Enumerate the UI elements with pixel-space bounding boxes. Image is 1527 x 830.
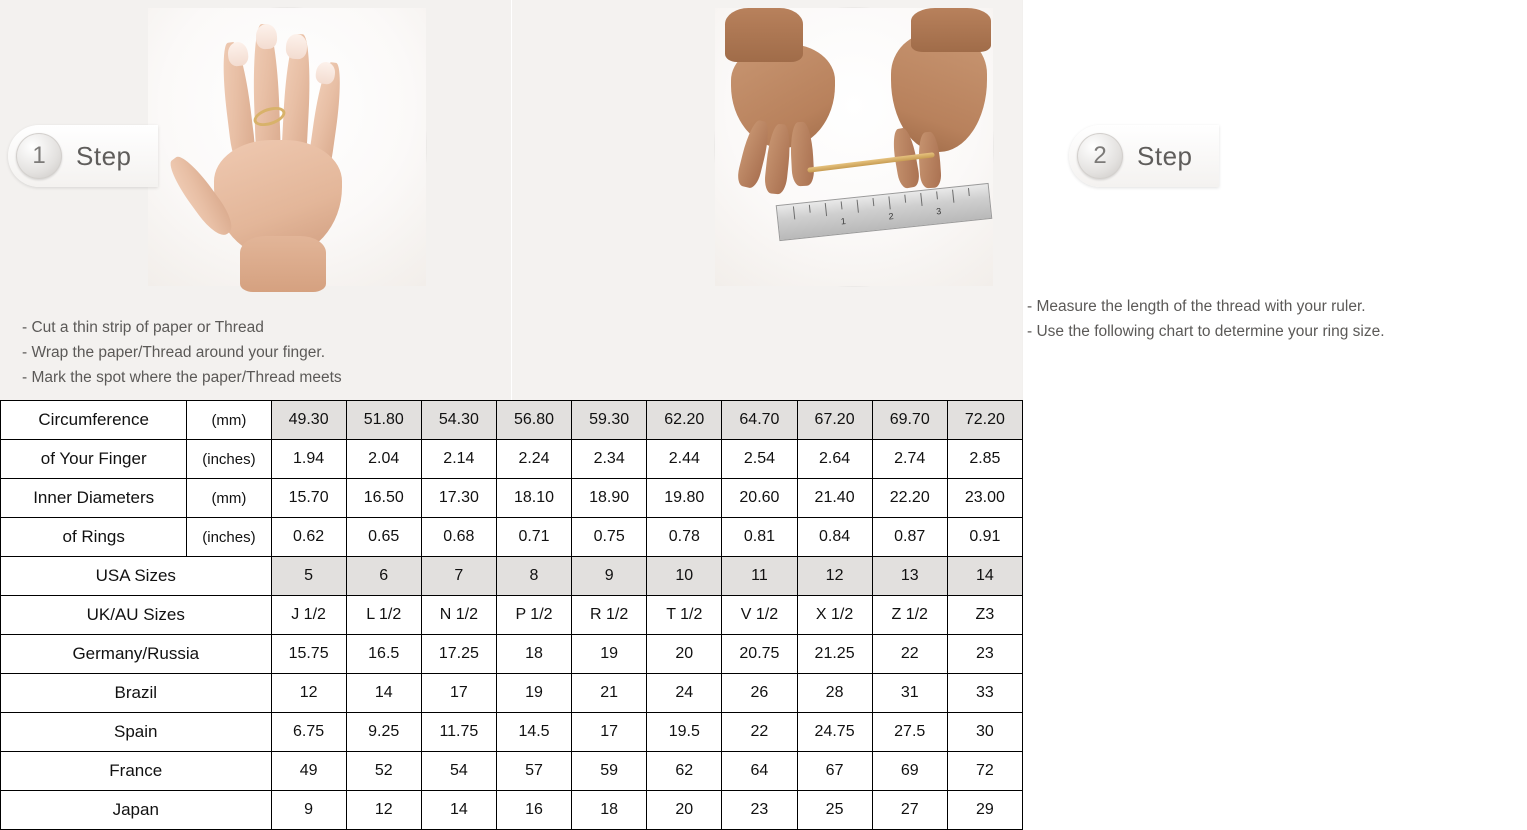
cell: 69.70	[872, 401, 947, 440]
cell: 72	[947, 752, 1022, 791]
step-2-badge	[1069, 125, 1219, 187]
step-2-number: 2	[1077, 133, 1123, 179]
step-1-instructions	[22, 315, 492, 390]
cell: 14.5	[496, 713, 571, 752]
cell: 0.65	[346, 518, 421, 557]
cell: X 1/2	[797, 596, 872, 635]
cell: 17.25	[421, 635, 496, 674]
cell: 29	[947, 791, 1022, 830]
cell: 0.71	[496, 518, 571, 557]
cell: 14	[346, 674, 421, 713]
table-row	[1, 791, 1023, 830]
cell: 25	[797, 791, 872, 830]
cell: 51.80	[346, 401, 421, 440]
cell: 27.5	[872, 713, 947, 752]
cell: 12	[271, 674, 346, 713]
row-label-circumference-2: of Your Finger	[1, 440, 187, 479]
cell: 26	[722, 674, 797, 713]
cell: 14	[947, 557, 1022, 596]
cell: 11.75	[421, 713, 496, 752]
cell: 19.80	[647, 479, 722, 518]
cell: 54	[421, 752, 496, 791]
unit-inches: (inches)	[187, 440, 271, 479]
cell: 17.30	[421, 479, 496, 518]
ruler-number: 2	[887, 211, 895, 222]
cell: 0.78	[647, 518, 722, 557]
cell: 10	[647, 557, 722, 596]
cell: 0.87	[872, 518, 947, 557]
cell: T 1/2	[647, 596, 722, 635]
cell: 8	[496, 557, 571, 596]
cell: 24.75	[797, 713, 872, 752]
cell: 2.24	[496, 440, 571, 479]
cell: 67	[797, 752, 872, 791]
table-row	[1, 557, 1023, 596]
cell: 57	[496, 752, 571, 791]
cell: 0.81	[722, 518, 797, 557]
cell: 20.75	[722, 635, 797, 674]
cell: 16	[496, 791, 571, 830]
cell: 2.64	[797, 440, 872, 479]
cell: L 1/2	[346, 596, 421, 635]
cell: 20	[647, 635, 722, 674]
cell: 2.34	[572, 440, 647, 479]
step-2-label: Step	[1137, 140, 1193, 171]
step-1-instruction-line: - Wrap the paper/Thread around your finger.	[22, 344, 325, 361]
cell: 6	[346, 557, 421, 596]
step-1-badge	[8, 125, 158, 187]
row-label-spain: Spain	[1, 713, 272, 752]
cell: 21.40	[797, 479, 872, 518]
cell: 0.68	[421, 518, 496, 557]
cell: 23	[947, 635, 1022, 674]
cell: 9	[572, 557, 647, 596]
cell: 28	[797, 674, 872, 713]
cell: 22	[872, 635, 947, 674]
unit-mm: (mm)	[187, 479, 271, 518]
cell: 20.60	[722, 479, 797, 518]
cell: 9.25	[346, 713, 421, 752]
cell: 2.85	[947, 440, 1022, 479]
step-1-instruction-line: - Mark the spot where the paper/Thread meets	[22, 369, 342, 386]
cell: 18	[496, 635, 571, 674]
cell: 0.62	[271, 518, 346, 557]
cell: 72.20	[947, 401, 1022, 440]
row-label-inner-2: of Rings	[1, 518, 187, 557]
cell: J 1/2	[271, 596, 346, 635]
cell: 19	[572, 635, 647, 674]
step-1-number: 1	[16, 133, 62, 179]
table-row	[1, 752, 1023, 791]
cell: 9	[271, 791, 346, 830]
cell: 59	[572, 752, 647, 791]
cell: 2.74	[872, 440, 947, 479]
cell: 54.30	[421, 401, 496, 440]
cell: 21.25	[797, 635, 872, 674]
cell: 33	[947, 674, 1022, 713]
cell: 31	[872, 674, 947, 713]
step-panel-1	[0, 0, 511, 400]
unit-mm: (mm)	[187, 401, 271, 440]
cell: 16.5	[346, 635, 421, 674]
cell: 49.30	[271, 401, 346, 440]
cell: 22.20	[872, 479, 947, 518]
row-label-france: France	[1, 752, 272, 791]
table-row	[1, 713, 1023, 752]
step-1-photo	[148, 8, 426, 286]
cell: 17	[421, 674, 496, 713]
cell: Z 1/2	[872, 596, 947, 635]
cell: 67.20	[797, 401, 872, 440]
cell: 2.04	[346, 440, 421, 479]
step-2-instruction-line: - Use the following chart to determine your ring size.	[1027, 323, 1385, 340]
table-row	[1, 479, 1023, 518]
cell: 19	[496, 674, 571, 713]
cell: 27	[872, 791, 947, 830]
table-row	[1, 674, 1023, 713]
cell: 62	[647, 752, 722, 791]
cell: 16.50	[346, 479, 421, 518]
cell: 64	[722, 752, 797, 791]
cell: N 1/2	[421, 596, 496, 635]
cell: 59.30	[572, 401, 647, 440]
cell: 22	[722, 713, 797, 752]
cell: 52	[346, 752, 421, 791]
cell: 5	[271, 557, 346, 596]
cell: 1.94	[271, 440, 346, 479]
cell: 23.00	[947, 479, 1022, 518]
cell: 69	[872, 752, 947, 791]
row-label-uk-au: UK/AU Sizes	[1, 596, 272, 635]
cell: 2.14	[421, 440, 496, 479]
cell: V 1/2	[722, 596, 797, 635]
cell: 17	[572, 713, 647, 752]
cell: 30	[947, 713, 1022, 752]
cell: 15.75	[271, 635, 346, 674]
cell: 12	[797, 557, 872, 596]
step-1-label: Step	[76, 140, 132, 171]
row-label-circumference-1: Circumference	[1, 401, 187, 440]
cell: 18	[572, 791, 647, 830]
row-label-brazil: Brazil	[1, 674, 272, 713]
cell: 18.10	[496, 479, 571, 518]
cell: 0.91	[947, 518, 1022, 557]
step-2-instruction-line: - Measure the length of the thread with your ruler.	[1027, 298, 1366, 315]
cell: 13	[872, 557, 947, 596]
cell: 62.20	[647, 401, 722, 440]
cell: 12	[346, 791, 421, 830]
cell: 24	[647, 674, 722, 713]
cell: 49	[271, 752, 346, 791]
ruler-number: 3	[935, 206, 942, 217]
step-2-instructions	[1027, 294, 1527, 344]
step-1-instruction-line: - Cut a thin strip of paper or Thread	[22, 319, 264, 336]
cell: 56.80	[496, 401, 571, 440]
cell: 7	[421, 557, 496, 596]
cell: 11	[722, 557, 797, 596]
cell: 2.44	[647, 440, 722, 479]
row-label-germany-russia: Germany/Russia	[1, 635, 272, 674]
table-row	[1, 596, 1023, 635]
step-panel-2	[511, 0, 1385, 400]
cell: 0.75	[572, 518, 647, 557]
cell: 2.54	[722, 440, 797, 479]
cell: 20	[647, 791, 722, 830]
table-row	[1, 440, 1023, 479]
unit-inches: (inches)	[187, 518, 271, 557]
table-row	[1, 401, 1023, 440]
cell: 23	[722, 791, 797, 830]
table-row	[1, 635, 1023, 674]
cell: Z3	[947, 596, 1022, 635]
cell: R 1/2	[572, 596, 647, 635]
table-row	[1, 518, 1023, 557]
steps-section	[0, 0, 1385, 400]
row-label-japan: Japan	[1, 791, 272, 830]
cell: P 1/2	[496, 596, 571, 635]
cell: 64.70	[722, 401, 797, 440]
ring-size-table	[0, 400, 1023, 830]
row-label-usa: USA Sizes	[1, 557, 272, 596]
cell: 6.75	[271, 713, 346, 752]
step-2-photo	[715, 8, 993, 286]
cell: 15.70	[271, 479, 346, 518]
cell: 18.90	[572, 479, 647, 518]
row-label-inner-1: Inner Diameters	[1, 479, 187, 518]
cell: 19.5	[647, 713, 722, 752]
cell: 0.84	[797, 518, 872, 557]
cell: 14	[421, 791, 496, 830]
cell: 21	[572, 674, 647, 713]
ruler-number: 1	[840, 216, 847, 227]
